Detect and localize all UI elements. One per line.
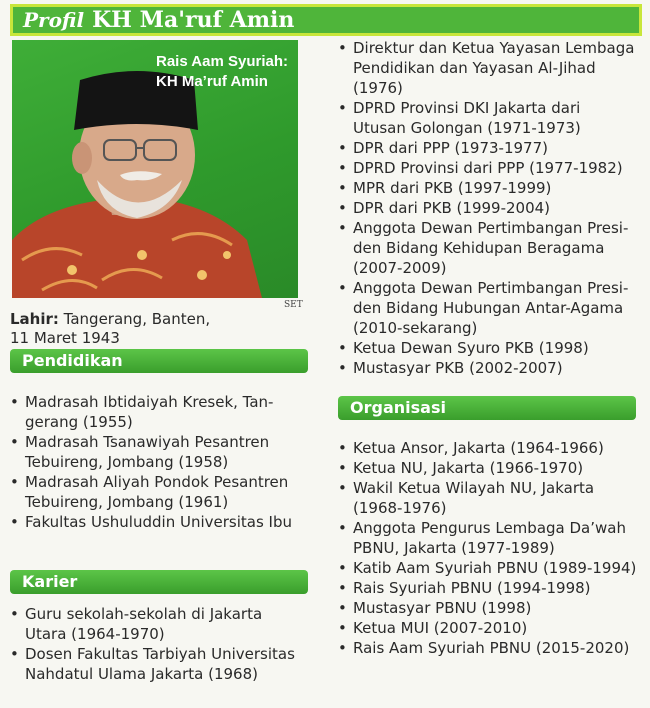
section-header-organisasi: Organisasi: [338, 396, 636, 420]
list-item-line: • Ketua Ansor, Jakarta (1964-1966): [353, 439, 604, 457]
list-item: [338, 138, 643, 158]
birth-date: 11 Maret 1943: [10, 329, 120, 347]
list-item-line: gerang (1955): [25, 413, 133, 431]
list-item-line: Tebuireng, Jombang (1958): [25, 453, 229, 471]
list-item: [338, 458, 643, 478]
organisasi-list: [338, 438, 643, 658]
list-item-line: • Dosen Fakultas Tarbiyah Universitas: [25, 645, 295, 663]
list-item: [10, 644, 310, 684]
list-item-line: • Wakil Ketua Wilayah NU, Jakarta: [353, 479, 595, 497]
photo-caption: [156, 52, 288, 92]
page-title: KH Ma'ruf Amin: [92, 7, 295, 33]
list-item-line: • Anggota Dewan Pertimbangan Presi-: [353, 219, 629, 237]
list-item: [338, 618, 643, 638]
list-item-line: • DPR dari PPP (1973-1977): [353, 139, 548, 157]
list-item-line: • Guru sekolah-sekolah di Jakarta: [25, 605, 263, 623]
list-item-line: • Katib Aam Syuriah PBNU (1989-1994): [353, 559, 637, 577]
list-item-line: • Ketua Dewan Syuro PKB (1998): [353, 339, 589, 357]
list-item-line: • DPRD Provinsi DKI Jakarta dari: [353, 99, 581, 117]
list-item-line: • MPR dari PKB (1997-1999): [353, 179, 552, 197]
photo-caption-line-2: KH Ma’ruf Amin: [156, 73, 268, 90]
list-item: [338, 198, 643, 218]
list-item-line: (1968-1976): [353, 499, 447, 517]
list-item-line: Utusan Golongan (1971-1973): [353, 119, 581, 137]
list-item-line: • Direktur dan Ketua Yayasan Lembaga: [353, 39, 635, 57]
list-item: [10, 392, 310, 432]
list-item: [338, 358, 643, 378]
list-item-line: • Fakultas Ushuluddin Universitas Ibu: [25, 513, 292, 531]
list-item: [338, 638, 643, 658]
list-item-line: Utara (1964-1970): [25, 625, 165, 643]
list-item-line: (1976): [353, 79, 403, 97]
list-item-line: • Madrasah Tsanawiyah Pesantren: [25, 433, 270, 451]
list-item-line: • Ketua NU, Jakarta (1966-1970): [353, 459, 584, 477]
list-item-line: den Bidang Hubungan Antar-Agama: [353, 299, 624, 317]
list-item-line: • Rais Aam Syuriah PBNU (2015-2020): [353, 639, 630, 657]
photo-caption-line-1: Rais Aam Syuriah:: [156, 53, 288, 70]
title-bar: [10, 4, 642, 36]
list-item: [10, 604, 310, 644]
section-header-pendidikan: Pendidikan: [10, 349, 308, 373]
list-item: [338, 278, 643, 338]
list-item-line: Pendidikan dan Yayasan Al-Jihad: [353, 59, 596, 77]
list-item-line: den Bidang Kehidupan Beragama: [353, 239, 605, 257]
list-item-line: • Anggota Dewan Pertimbangan Presi-: [353, 279, 629, 297]
birth-info: [10, 310, 310, 348]
list-item-line: • Rais Syuriah PBNU (1994-1998): [353, 579, 591, 597]
list-item: [338, 158, 643, 178]
list-item: [10, 512, 310, 532]
list-item-line: • Mustasyar PBNU (1998): [353, 599, 532, 617]
title-prefix: Profil: [23, 8, 85, 32]
list-item: [338, 438, 643, 458]
list-item: [338, 338, 643, 358]
list-item: [338, 598, 643, 618]
section-header-karier: Karier: [10, 570, 308, 594]
list-item-line: • Anggota Pengurus Lembaga Da’wah: [353, 519, 626, 537]
list-item-line: Nahdatul Ulama Jakarta (1968): [25, 665, 258, 683]
list-item-line: • Mustasyar PKB (2002-2007): [353, 359, 563, 377]
list-item: [338, 98, 643, 138]
list-item-line: • DPRD Provinsi dari PPP (1977-1982): [353, 159, 623, 177]
birth-label: Lahir:: [10, 310, 59, 328]
list-item-line: • Ketua MUI (2007-2010): [353, 619, 528, 637]
list-item-line: (2010-sekarang): [353, 319, 478, 337]
list-item: [338, 558, 643, 578]
list-item: [338, 478, 643, 518]
list-item-line: • Madrasah Ibtidaiyah Kresek, Tan-: [25, 393, 274, 411]
list-item-line: • DPR dari PKB (1999-2004): [353, 199, 551, 217]
list-item: [10, 432, 310, 472]
karier-list: [10, 604, 310, 684]
list-item-line: PBNU, Jakarta (1977-1989): [353, 539, 555, 557]
birth-place: Tangerang, Banten,: [58, 310, 211, 328]
portrait-photo: [12, 40, 298, 298]
list-item: [10, 472, 310, 512]
pendidikan-list: [10, 392, 310, 532]
photo-credit: SET: [284, 300, 303, 310]
list-item-line: • Madrasah Aliyah Pondok Pesantren: [25, 473, 289, 491]
list-item-line: (2007-2009): [353, 259, 447, 277]
list-item: [338, 218, 643, 278]
list-item: [338, 578, 643, 598]
list-item-line: Tebuireng, Jombang (1961): [25, 493, 229, 511]
list-item: [338, 178, 643, 198]
karier-list-continued: [338, 38, 643, 378]
list-item: [338, 38, 643, 98]
list-item: [338, 518, 643, 558]
